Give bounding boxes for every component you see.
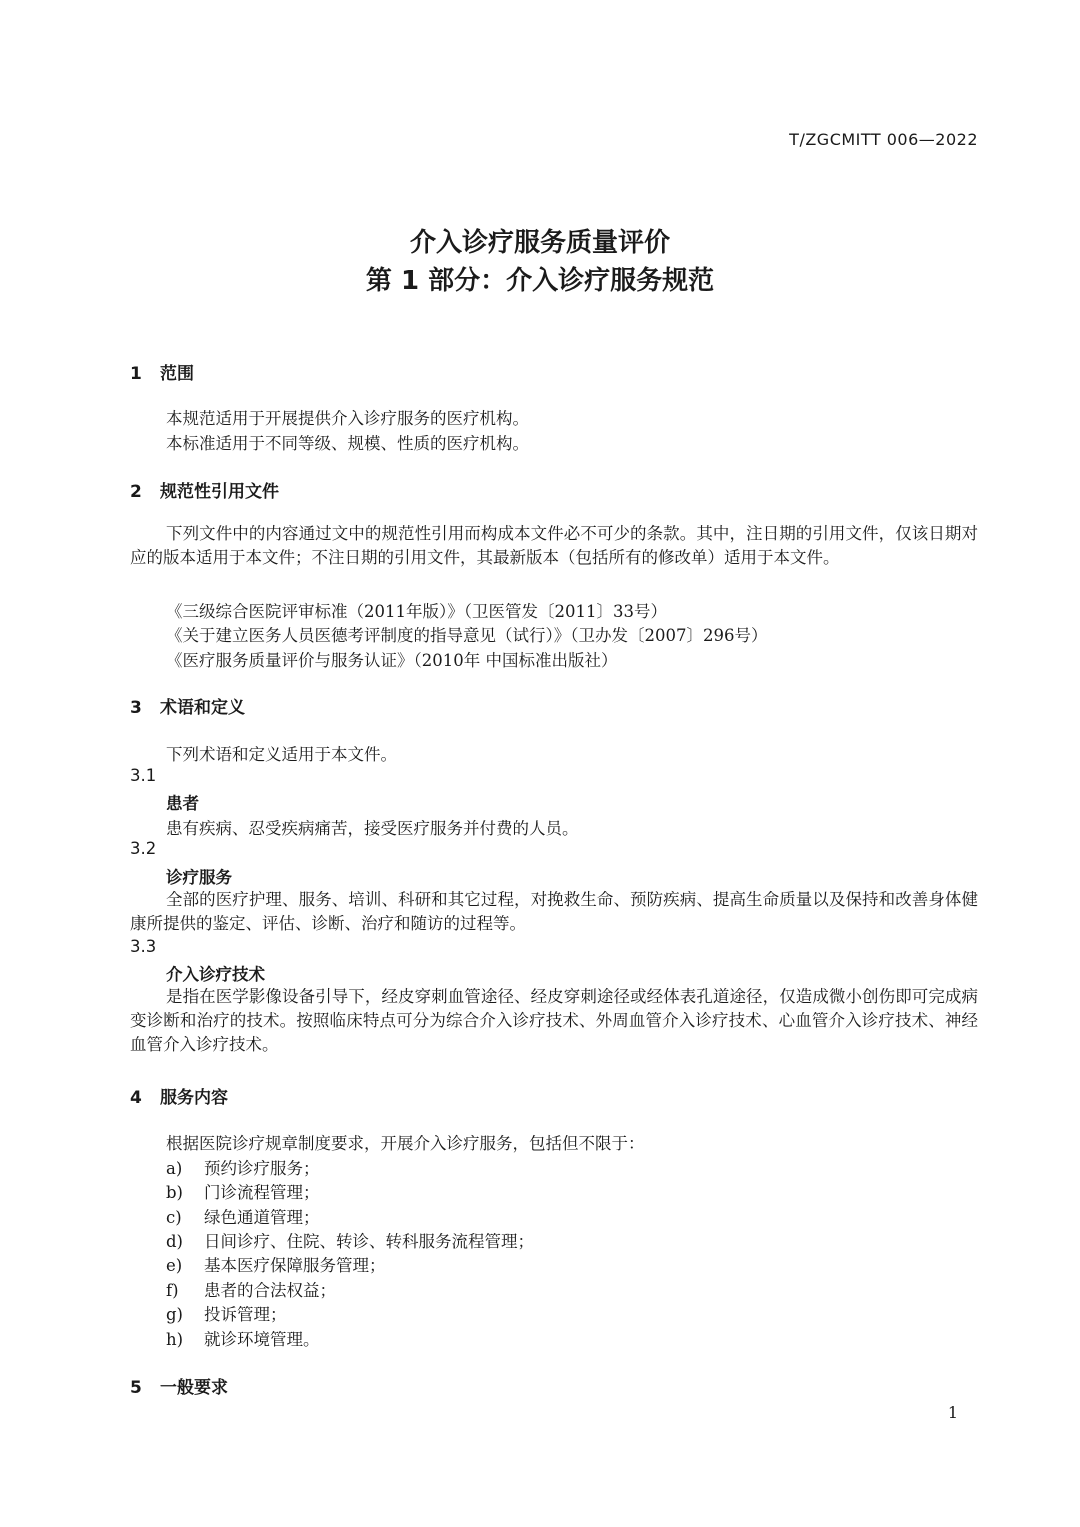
reference-item: 《三级综合医院评审标准（2011年版）》（卫医管发〔2011〕33号） [166, 602, 667, 621]
section-1-line-2: 本标准适用于不同等级、规模、性质的医疗机构。 [166, 434, 529, 453]
document-code: T/ZGCMITT 006—2022 [789, 130, 978, 149]
section-title: 术语和定义 [160, 698, 245, 718]
list-marker: a) [166, 1159, 183, 1178]
list-item [166, 1301, 287, 1325]
list-item-text: 基本医疗保障服务管理； [204, 1256, 386, 1275]
section-number: 3 [130, 698, 142, 718]
term-definition: 全部的医疗护理、服务、培训、科研和其它过程，对挽救生命、预防疾病、提高生命质量以及保持和改善身体健康所提供的鉴定、评估、诊断、治疗和随访的过程等。 [130, 890, 978, 933]
list-item [166, 1228, 534, 1252]
section-number: 4 [130, 1088, 142, 1108]
section-1-line-1: 本规范适用于开展提供介入诊疗服务的医疗机构。 [166, 409, 529, 428]
term-number: 3.1 [130, 766, 157, 785]
term-title: 诊疗服务 [166, 868, 232, 887]
list-item-text: 绿色通道管理； [204, 1208, 320, 1227]
list-item [166, 1179, 320, 1203]
section-3-heading [130, 693, 245, 718]
term-definition: 是指在医学影像设备引导下，经皮穿刺血管途径、经皮穿刺途径或经体表孔道途径，仅造成微小创伤即可完成病变诊断和治疗的技术。按照临床特点可分为综合介入诊疗技术、外周血管介入诊疗技术、心血管介入诊疗技术、神经血管介入诊疗技术。 [130, 987, 978, 1054]
term-title: 患者 [166, 794, 199, 813]
reference-item: 《关于建立医务人员医德考评制度的指导意见（试行）》（卫办发〔2007〕296号） [166, 626, 768, 645]
list-marker: f) [166, 1281, 179, 1300]
term-title: 介入诊疗技术 [166, 965, 265, 984]
document-title [0, 224, 1080, 300]
section-4-heading [130, 1083, 228, 1108]
list-marker: b) [166, 1183, 183, 1202]
list-item-text: 预约诊疗服务； [204, 1159, 320, 1178]
section-title: 服务内容 [160, 1088, 228, 1108]
section-2-intro: 下列文件中的内容通过文中的规范性引用而构成本文件必不可少的条款。其中，注日期的引用文件，仅该日期对应的版本适用于本文件；不注日期的引用文件，其最新版本（包括所有的修改单）适用于本文件。 [130, 524, 978, 567]
term-number: 3.2 [130, 839, 157, 858]
list-marker: h) [166, 1330, 184, 1349]
page-number: 1 [947, 1403, 958, 1422]
list-item-text: 患者的合法权益； [204, 1281, 336, 1300]
section-title: 规范性引用文件 [160, 482, 279, 502]
section-3-intro: 下列术语和定义适用于本文件。 [166, 745, 397, 764]
list-item-text: 日间诊疗、住院、转诊、转科服务流程管理； [204, 1232, 534, 1251]
list-marker: c) [166, 1208, 182, 1227]
list-item [166, 1204, 320, 1228]
section-1-heading [130, 359, 194, 384]
list-item [166, 1277, 336, 1301]
list-item [166, 1326, 320, 1350]
section-number: 1 [130, 364, 142, 384]
list-marker: d) [166, 1232, 183, 1251]
title-line-2: 第 1 部分：介入诊疗服务规范 [365, 266, 715, 296]
term-definition: 患有疾病、忍受疾病痛苦，接受医疗服务并付费的人员。 [166, 819, 579, 838]
section-number: 2 [130, 482, 142, 502]
list-marker: g) [166, 1305, 183, 1324]
section-4-intro: 根据医院诊疗规章制度要求，开展介入诊疗服务，包括但不限于： [166, 1134, 645, 1153]
list-item-text: 门诊流程管理； [204, 1183, 320, 1202]
list-item-text: 投诉管理； [204, 1305, 287, 1324]
reference-item: 《医疗服务质量评价与服务认证》（2010年 中国标准出版社） [166, 651, 618, 670]
section-title: 一般要求 [160, 1378, 228, 1398]
section-2-heading [130, 477, 279, 502]
section-title: 范围 [160, 364, 194, 384]
term-number: 3.3 [130, 937, 157, 956]
list-item [166, 1155, 320, 1179]
list-marker: e) [166, 1256, 183, 1275]
section-number: 5 [130, 1378, 142, 1398]
list-item [166, 1252, 386, 1276]
list-item-text: 就诊环境管理。 [204, 1330, 320, 1349]
section-5-heading [130, 1373, 228, 1398]
title-line-1: 介入诊疗服务质量评价 [409, 228, 670, 258]
